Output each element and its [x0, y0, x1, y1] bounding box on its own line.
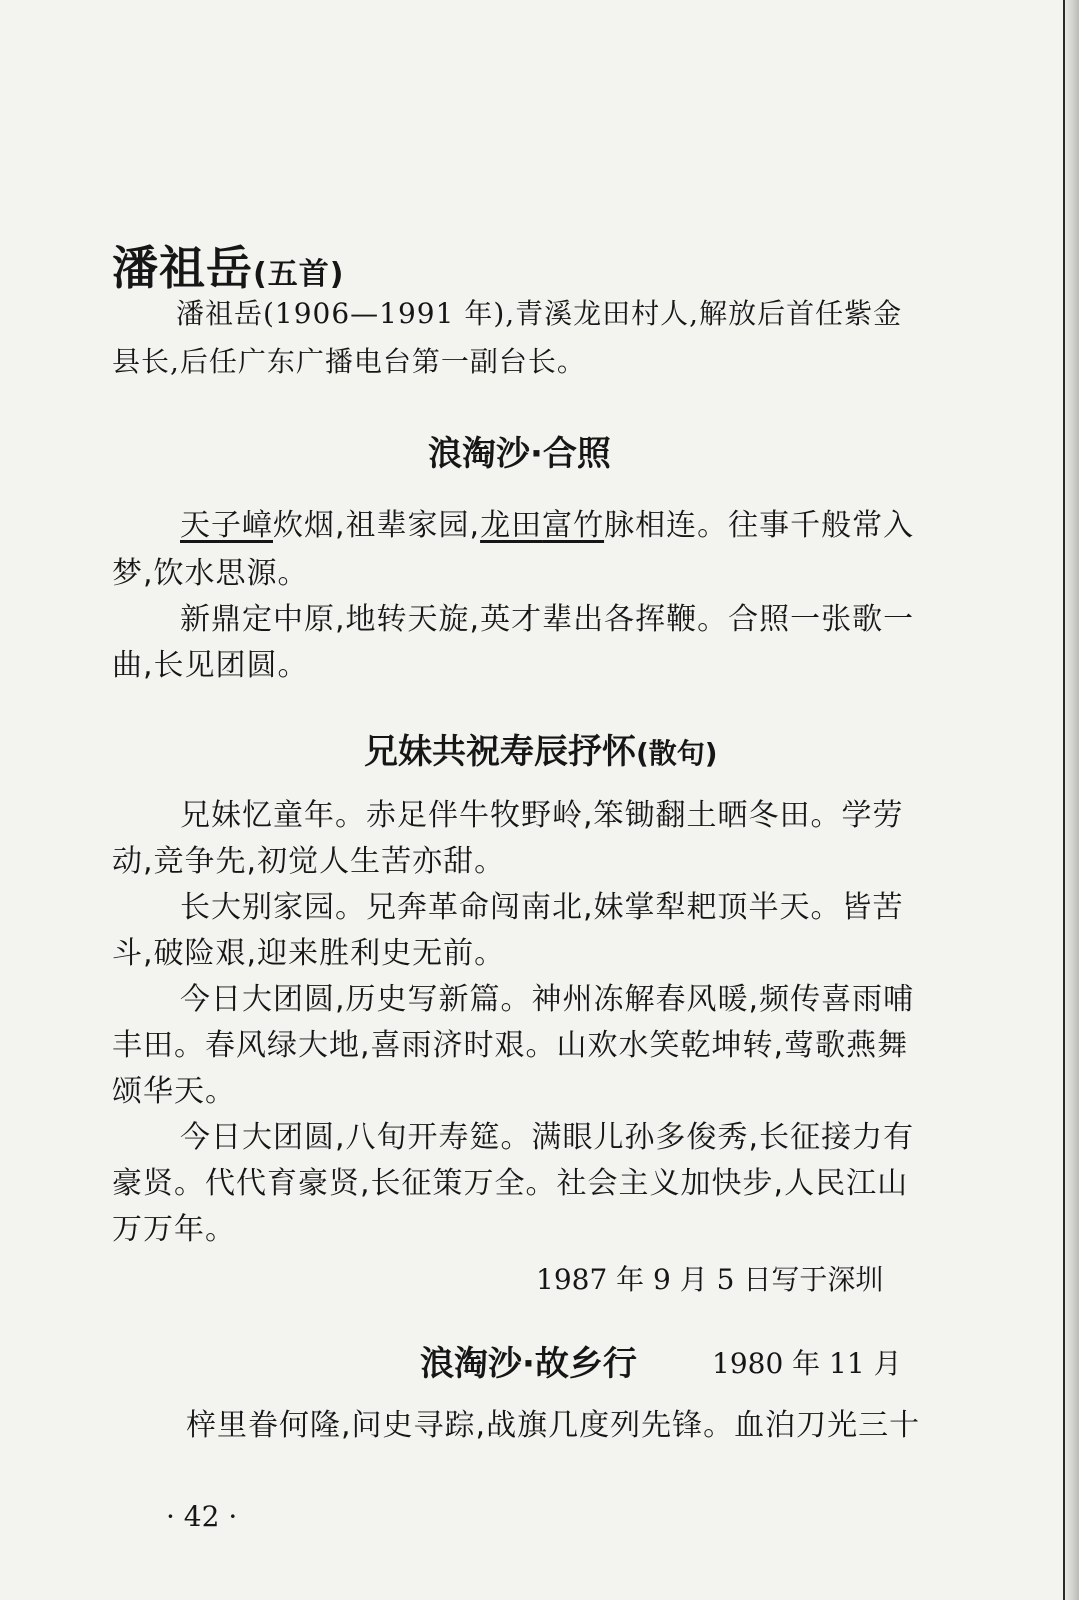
poem1-line-4: 曲,长见团圆。 [112, 648, 309, 683]
poem1-line-2: 梦,饮水思源。 [112, 556, 309, 591]
author-heading [112, 232, 344, 298]
poem1-line-1: 天子嶂炊烟,祖辈家园,龙田富竹脉相连。往事千般常入 [180, 508, 915, 543]
author-name: 潘祖岳 [112, 241, 253, 295]
underlined-place-name: 龙田 [480, 508, 543, 543]
poem2-line-3: 长大别家园。兄奔革命闯南北,妹掌犁耙顶半天。皆苦 [180, 890, 904, 925]
poem-count: (五首) [253, 257, 345, 292]
poem-title-3: 浪淘沙·故乡行 [420, 1344, 637, 1384]
poem1-line-3: 新鼎定中原,地转天旋,英才辈出各挥鞭。合照一张歌一 [180, 602, 915, 637]
page-number: · 42 · [166, 1500, 238, 1533]
poem-subtitle: (散句) [636, 737, 718, 770]
poem2-line-4: 斗,破险艰,迎来胜利史无前。 [112, 936, 506, 971]
poem2-line-10: 万万年。 [112, 1212, 236, 1247]
poem3-date: 1980 年 11 月 [712, 1347, 902, 1380]
poem2-line-8: 今日大团圆,八旬开寿筵。满眼儿孙多俊秀,长征接力有 [180, 1120, 915, 1155]
poem-title-2: 兄妹共祝寿辰抒怀(散句) [364, 732, 718, 772]
underlined-place-name: 天子嶂 [180, 508, 273, 543]
poem2-line-9: 豪贤。代代育豪贤,长征策万全。社会主义加快步,人民江山 [112, 1166, 909, 1201]
underlined-place-name: 富竹 [542, 508, 605, 543]
poem2-date: 1987 年 9 月 5 日写于深圳 [536, 1263, 884, 1296]
poem2-line-5: 今日大团圆,历史写新篇。神州冻解春风暖,频传喜雨哺 [180, 982, 915, 1017]
author-intro-line-2: 县长,后任广东广播电台第一副台长。 [112, 345, 586, 378]
poem-title-1: 浪淘沙·合照 [428, 434, 611, 474]
poem2-line-2: 动,竞争先,初觉人生苦亦甜。 [112, 844, 506, 879]
poem3-line-1: 梓里眷何隆,问史寻踪,战旗几度列先锋。血泊刀光三十 [186, 1408, 921, 1443]
poem2-line-1: 兄妹忆童年。赤足伴牛牧野岭,笨锄翻土晒冬田。学劳 [180, 798, 904, 833]
poem2-line-7: 颂华天。 [112, 1074, 236, 1109]
page-edge-shadow [1063, 0, 1079, 1600]
poem2-line-6: 丰田。春风绿大地,喜雨济时艰。山欢水笑乾坤转,莺歌燕舞 [112, 1028, 909, 1063]
author-intro-line-1: 潘祖岳(1906—1991 年),青溪龙田村人,解放后首任紫金 [176, 297, 903, 330]
